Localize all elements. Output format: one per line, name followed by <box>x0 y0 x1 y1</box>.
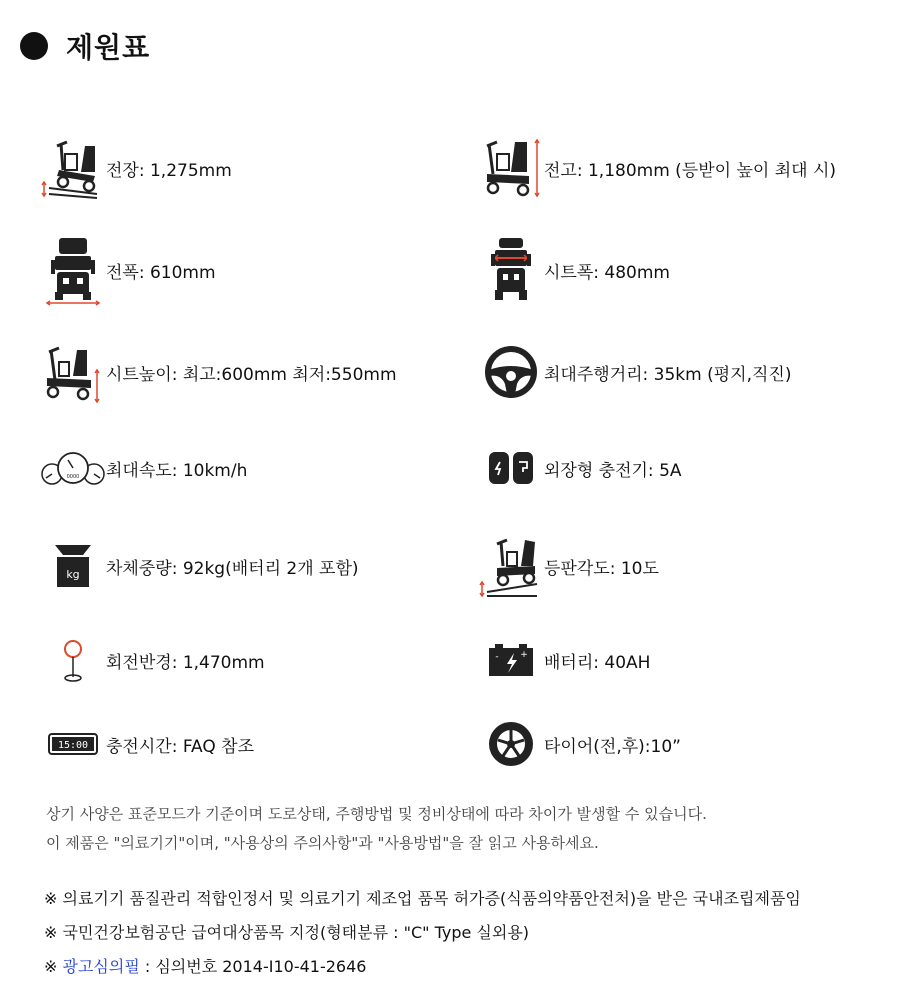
spec-max-range <box>478 336 791 408</box>
spec-charger <box>478 432 682 504</box>
tire-icon <box>478 708 544 780</box>
spec-height <box>478 132 836 204</box>
spec-charge-time-text: 충전시간: FAQ 참조 <box>106 736 254 757</box>
ad-review-link[interactable]: 광고심의필 <box>62 957 140 976</box>
mark-line-3-prefix: ※ <box>44 957 63 976</box>
clock-display-label: 15:00 <box>57 740 89 751</box>
spec-length <box>40 132 232 204</box>
weight-icon <box>40 530 106 602</box>
spec-climb <box>478 530 659 602</box>
spec-turn-radius <box>40 624 265 696</box>
speedometer-icon <box>40 432 106 504</box>
note-line-2: 이 제품은 "의료기기"이며, "사용상의 주의사항"과 "사용방법"을 잘 읽고 사용하세요. <box>46 834 599 852</box>
steering-wheel-icon <box>478 336 544 408</box>
section-header <box>20 26 150 66</box>
spec-height-text: 전고: 1,180mm (등받이 높이 최대 시) <box>544 160 837 181</box>
note-line-1: 상기 사양은 표준모드가 기준이며 도로상태, 주행방법 및 정비상태에 따라 차이가 발생할 수 있습니다. <box>46 805 707 823</box>
climbing-angle-icon <box>478 530 544 602</box>
spec-length-text: 전장: 1,275mm <box>106 160 232 181</box>
turn-radius-icon <box>40 624 106 696</box>
page-title: 제원표 <box>66 31 151 64</box>
spec-turn-radius-text: 회전반경: 1,470mm <box>106 652 265 673</box>
spec-battery <box>478 624 650 696</box>
scooter-seat-height-icon <box>40 336 106 408</box>
spec-weight-text: 차체중량: 92kg(배터리 2개 포함) <box>106 558 359 579</box>
mark-line-3 <box>44 950 801 984</box>
scooter-length-icon <box>40 132 106 204</box>
battery-plus: + <box>520 650 528 660</box>
spec-max-speed-text: 최대속도: 10km/h <box>106 460 248 481</box>
spec-charger-text: 외장형 충전기: 5A <box>544 460 682 481</box>
spec-seat-height-text: 시트높이: 최고:600mm 최저:550mm <box>106 364 397 385</box>
certification-marks <box>44 882 801 984</box>
spec-width-text: 전폭: 610mm <box>106 262 216 283</box>
bullet-icon <box>20 32 48 60</box>
spec-max-range-text: 최대주행거리: 35km (평지,직진) <box>544 364 792 385</box>
spec-climb-text: 등판각도: 10도 <box>544 558 659 579</box>
charger-icon <box>478 432 544 504</box>
spec-charge-time <box>40 708 254 780</box>
battery-icon <box>478 624 544 696</box>
spec-notes <box>46 800 707 858</box>
spec-seat-width <box>478 234 670 306</box>
spec-tire-text: 타이어(전,후):10” <box>544 736 681 757</box>
spec-width <box>40 234 216 306</box>
spec-max-speed <box>40 432 247 504</box>
scooter-height-icon <box>478 132 544 204</box>
mark-line-2: ※ 국민건강보험공단 급여대상품목 지정(형태분류 : "C" Type 실외용) <box>44 923 530 942</box>
battery-minus: - <box>495 652 499 662</box>
spec-tire <box>478 708 681 780</box>
weight-icon-label: kg <box>66 568 80 581</box>
mark-line-1: ※ 의료기기 품질관리 적합인정서 및 의료기기 제조업 품목 허가증(식품의약품안전처)을 받은 국내조립제품임 <box>44 889 801 908</box>
spec-battery-text: 배터리: 40AH <box>544 652 651 673</box>
spec-weight <box>40 530 359 602</box>
mark-line-3-suffix: : 심의번호 2014-I10-41-2646 <box>139 957 367 976</box>
clock-display-icon <box>40 708 106 780</box>
spec-seat-height <box>40 336 397 408</box>
spec-seat-width-text: 시트폭: 480mm <box>544 262 670 283</box>
speedometer-label: 0000 <box>66 474 80 480</box>
scooter-seat-width-icon <box>478 234 544 306</box>
scooter-front-width-icon <box>40 234 106 306</box>
